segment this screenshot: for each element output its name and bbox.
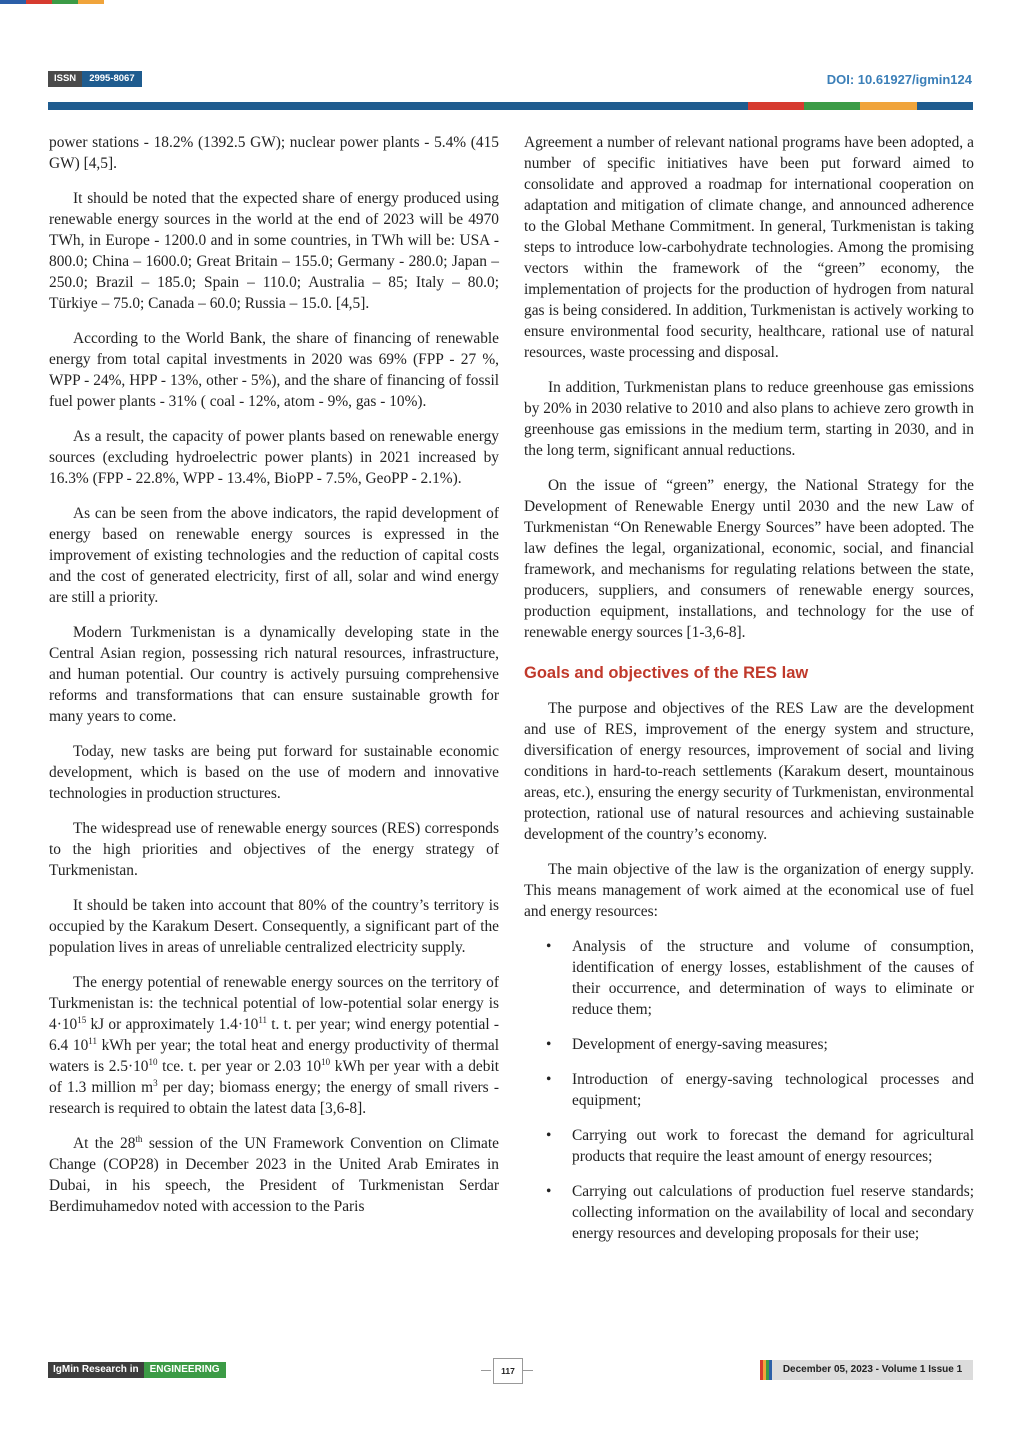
rule-orange	[860, 102, 917, 110]
paragraph: It should be taken into account that 80% of the country’s territory is occupied by the Karakum Desert. Consequently, a significant part of the population lives in areas of unreliable centralized electricity supply.	[49, 897, 499, 956]
paragraph: The widespread use of renewable energy sources (RES) corresponds to the high priorities and objectives of the energy strategy of Turkmenistan.	[49, 820, 499, 879]
objectives-list	[524, 936, 974, 1244]
bullet-icon: •	[546, 938, 552, 955]
journal-field: ENGINEERING	[144, 1362, 226, 1378]
paragraph: The purpose and objectives of the RES Law are the development and use of RES, improvement of the energy system and structure, diversification of energy resources, improvement of social and living conditions in hard-to-reach settlements (Karakum desert, mountainous areas, etc.), ensuring the energy security of Turkmenistan, environmental protection, rational use of natural resources and achieving sustainable development of the country’s economy.	[524, 700, 974, 843]
bullet-icon: •	[546, 1183, 552, 1200]
paragraph: Agreement a number of relevant national programs have been adopted, a number of specific initiatives have been put forward aimed to consolidate and approved a roadmap for international cooperation on adaptation and mitigation of climate change, and announced adherence to the Global Methane Commitment. In general, Turkmenistan is taking steps to introduce low-carbohydrate technologies. Among the promising vectors within the framework of the “green” economy, the implementation of projects for the production of hydrogen from natural gas is being considered. In addition, Turkmenistan is actively working to ensure environmental food security, healthcare, rational use of natural resources, waste processing and disposal.	[524, 134, 974, 361]
issue-date: December 05, 2023 - Volume 1 Issue 1	[772, 1360, 973, 1380]
rule-red	[748, 102, 804, 110]
issue-date-badge	[760, 1360, 973, 1380]
issue-color-stripes	[760, 1360, 772, 1380]
bullet-icon: •	[546, 1036, 552, 1053]
page-line-right	[523, 1370, 533, 1371]
paragraph: In addition, Turkmenistan plans to reduce greenhouse gas emissions by 20% in 2030 relative to 2010 and also plans to achieve zero growth in greenhouse gas emissions in the medium term, starting in 2030, and in the long term, significant annual reductions.	[524, 379, 974, 459]
journal-label: IgMin Research in	[48, 1362, 144, 1378]
paragraph: Modern Turkmenistan is a dynamically developing state in the Central Asian region, possessing rich natural resources, infrastructure, and human potential. Our country is actively pursuing comprehensive reforms and transformations that can ensure sustainable growth for many years to come.	[49, 624, 499, 725]
list-item: • Development of energy-saving measures;	[546, 1036, 828, 1053]
page-number: 117	[493, 1358, 523, 1384]
issn-label: ISSN	[48, 71, 82, 87]
color-bar-green	[52, 0, 78, 4]
paragraph: power stations - 18.2% (1392.5 GW); nuclear power plants - 5.4% (415 GW) [4,5].	[49, 134, 499, 172]
top-color-bar	[0, 0, 104, 4]
paragraph: As can be seen from the above indicators, the rapid development of energy based on renewable energy sources is expressed in the improvement of existing technologies and the reduction of capital costs and the cost of generated electricity, first of all, solar and wind energy are still a priority.	[49, 505, 499, 606]
paragraph: As a result, the capacity of power plants based on renewable energy sources (excluding hydroelectric power plants) in 2021 increased by 16.3% (FPP - 22.8%, WPP - 13.4%, BioPP - 7.5%, GeoPP - 2.1%).	[49, 428, 499, 487]
energy-potential-paragraph: The energy potential of renewable energy sources on the territory of Turkmenistan is: the technical potential of low-potential solar energy is $4\cdot 10^{15}$ kJ or approximately $1.4\cdot 10^{11}$ t. t. per year; wind energy potential - 6.4 $10^{11}$ kWh per year; the total heat and energy productivity of thermal waters is $2.5\cdot 10^{10}$ tce. t. per year or 2.03 $10^{10}$ kWh per year with a debit of 1.3 million $m^3$ per day; biomass energy; the energy of small rivers - research is required to obtain the latest data [3,6-8].	[49, 974, 500, 1117]
color-bar-blue	[0, 0, 26, 4]
left-column	[49, 132, 499, 1231]
rule-blue	[48, 102, 748, 110]
rule-blue-end	[917, 102, 973, 110]
list-item: • Analysis of the structure and volume of consumption, identification of energy losses, establishment of the causes of their occurrence, and determination of ways to eliminate or reduce them;	[546, 938, 974, 1018]
paragraph: The main objective of the law is the organization of energy supply. This means management of work aimed at the economical use of fuel and energy resources:	[524, 861, 974, 920]
header-rule	[48, 102, 973, 110]
color-bar-red	[26, 0, 52, 4]
bullet-icon: •	[546, 1071, 552, 1088]
paragraph: Today, new tasks are being put forward for sustainable economic development, which is based on the use of modern and innovative technologies in production structures.	[49, 743, 499, 802]
color-bar-orange	[78, 0, 104, 4]
journal-badge	[48, 1362, 226, 1378]
issn-number: 2995-8067	[82, 71, 141, 87]
list-item: • Introduction of energy-saving technological processes and equipment;	[546, 1071, 974, 1109]
rule-green	[804, 102, 860, 110]
issn-badge	[48, 71, 142, 87]
list-item: • Carrying out calculations of production fuel reserve standards; collecting information on the availability of local and secondary energy resources and developing proposals for their use;	[546, 1183, 974, 1242]
paragraph: On the issue of “green” energy, the National Strategy for the Development of Renewable Energy until 2030 and the new Law of Turkmenistan “On Renewable Energy Sources” have been adopted. The law defines the legal, organizational, economic, social, and financial framework, and mechanisms for regulating relations between the state, producers, suppliers, and consumers of renewable energy sources, production equipment, installations, and technology for the use of renewable energy sources [1-3,6-8].	[524, 477, 974, 641]
doi-link[interactable]: DOI: 10.61927/igmin124	[826, 72, 972, 87]
paragraph: It should be noted that the expected share of energy produced using renewable energy sources in the world at the end of 2023 will be 4970 TWh, in Europe - 1200.0 and in some countries, in TWh will be: USA - 800.0; China – 1600.0; Great Britain – 155.0; Germany - 280.0; Japan – 250.0; Brazil – 185.0; Spain – 110.0; Australia – 85; Italy – 80.0; Türkiye – 75.0; Canada – 60.0; Russia – 15.0. [4,5].	[49, 190, 499, 312]
section-heading: Goals and objectives of the RES law	[524, 664, 809, 682]
right-column	[524, 132, 974, 1258]
page-line-left	[481, 1370, 491, 1371]
paragraph: According to the World Bank, the share of financing of renewable energy from total capital investments in 2020 was 69% (FPP - 27 %, WPP - 24%, HPP - 13%, other - 5%), and the share of financing of fossil fuel power plants - 31% ( coal - 12%, atom - 9%, gas - 10%).	[49, 330, 499, 410]
cop28-paragraph: At the 28th session of the UN Framework Convention on Climate Change (COP28) in December 2023 in the United Arab Emirates in Dubai, in his speech, the President of Turkmenistan Serdar Berdimuhamedov noted with accession to the Paris	[49, 1133, 499, 1215]
list-item: • Carrying out work to forecast the demand for agricultural products that require the least amount of energy resources;	[546, 1127, 974, 1165]
bullet-icon: •	[546, 1127, 552, 1144]
